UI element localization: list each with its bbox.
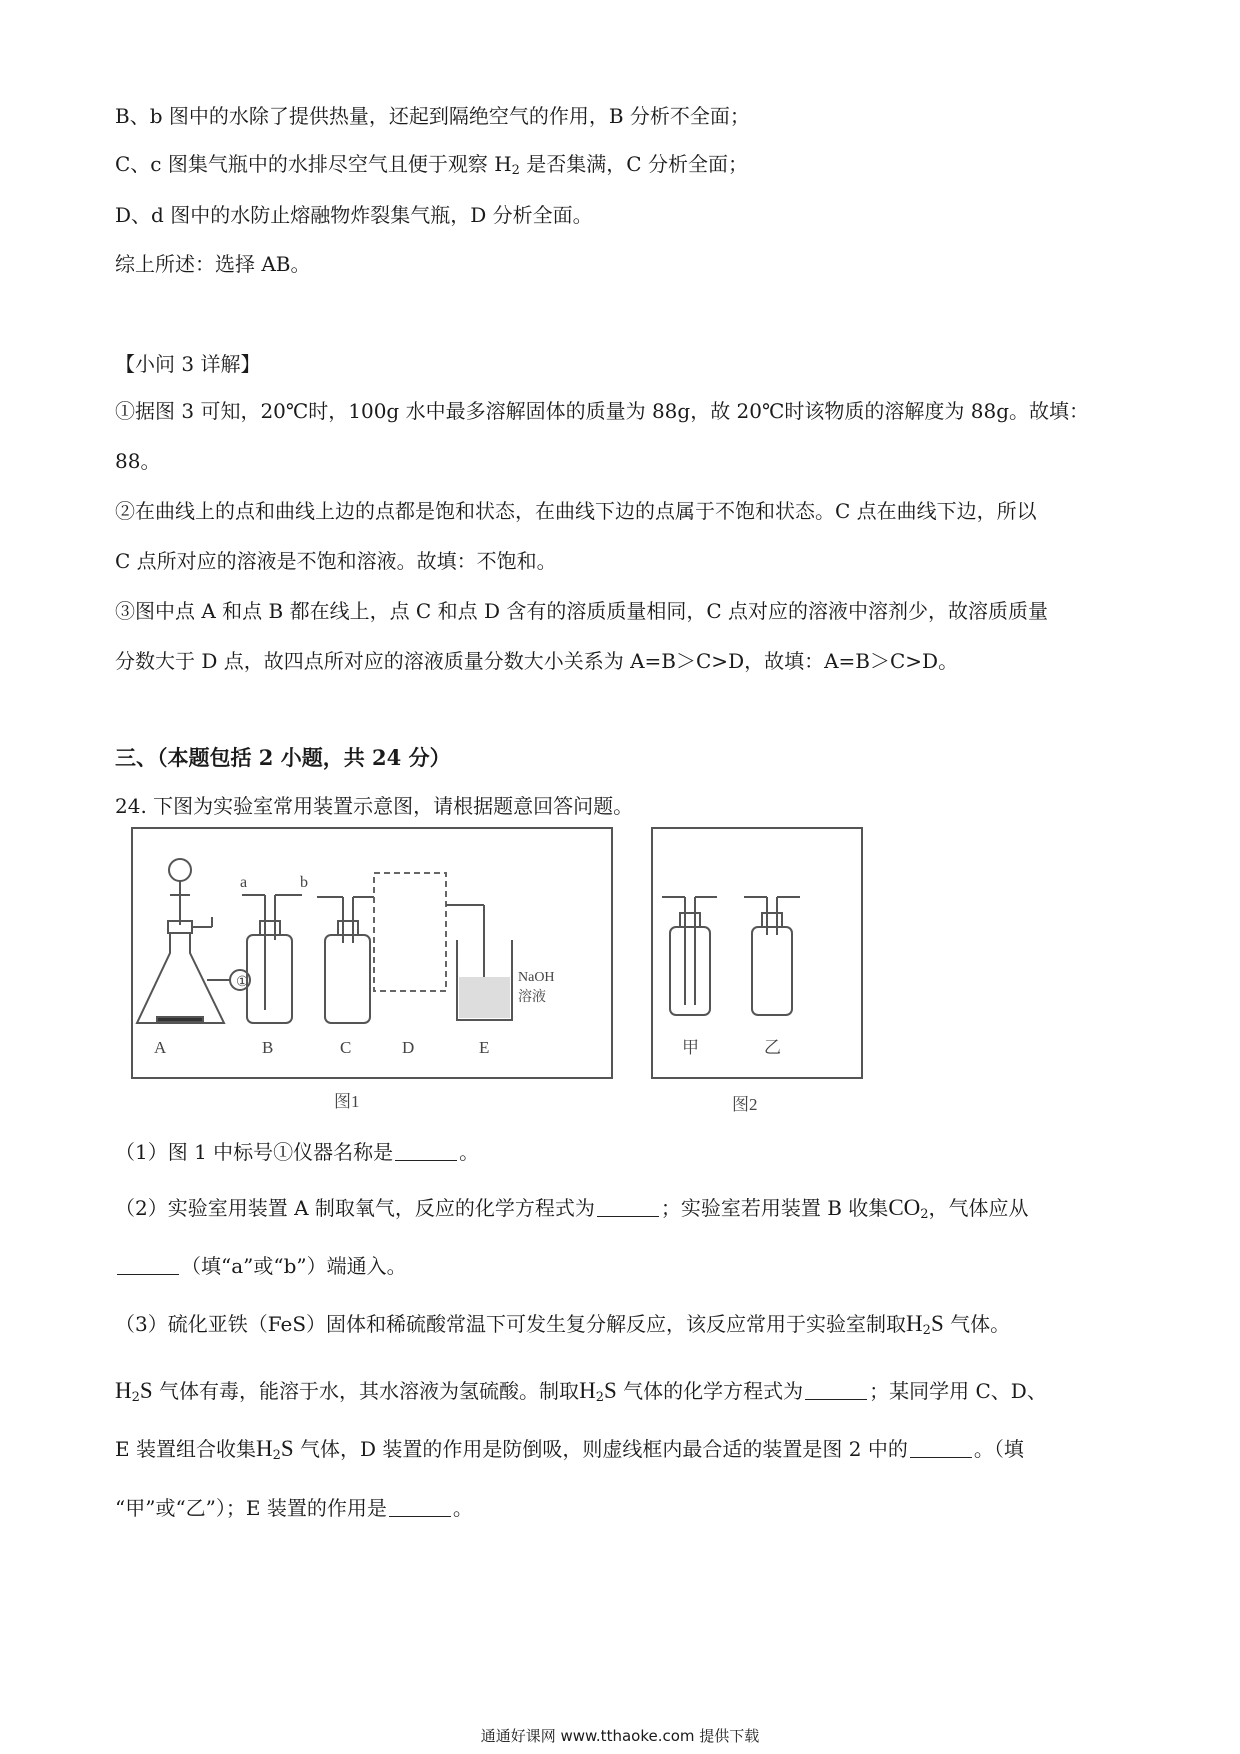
label-yi: 乙 (764, 1038, 781, 1057)
apparatus-figure (112, 825, 877, 1125)
answer-blank[interactable] (805, 1381, 867, 1400)
label-c: C (340, 1038, 352, 1057)
apparatus-d-dashed-box (374, 873, 446, 991)
explanation-2-cont: C 点所对应的溶液是不饱和溶液。故填：不饱和。 (115, 549, 557, 573)
sub-question-3-title: 【小问 3 详解】 (115, 352, 261, 376)
conclusion-line: 综上所述：选择 AB。 (115, 252, 311, 276)
marker-1-label: ① (236, 975, 249, 990)
label-b: B (262, 1038, 274, 1057)
explanation-1: ①据图 3 可知，20℃时，100g 水中最多溶解固体的质量为 88g，故 20℃时该物质的溶解度为 88g。故填： (115, 399, 1089, 423)
naoh-label: NaOH (518, 970, 555, 985)
q24-part-3-cont: $H_2S$ 气体有毒，能溶于水，其水溶液为氢硫酸。制取$H_2S$ 气体的化学方程式为 ；某同学用 C、D、 (115, 1378, 1047, 1405)
explanation-3: ③图中点 A 和点 B 都在线上，点 C 和点 D 含有的溶质质量相同，C 点对应的溶液中溶剂少，故溶质质量 (115, 599, 1048, 623)
answer-blank[interactable] (389, 1498, 451, 1517)
label-e: E (479, 1038, 490, 1057)
analysis-line-b: B、b 图中的水除了提供热量，还起到隔绝空气的作用，B 分析不全面； (115, 104, 750, 128)
answer-blank[interactable] (117, 1256, 179, 1275)
solution-label: 溶液 (518, 990, 546, 1005)
page-footer: 通通好课网 www.tthaoke.com 提供下载 (480, 1727, 760, 1745)
port-b-label: b (300, 874, 308, 891)
bottle-jia (662, 897, 717, 1015)
answer-blank[interactable] (910, 1439, 972, 1458)
apparatus-b-bottle (242, 895, 302, 1023)
port-a-label: a (240, 874, 248, 891)
label-jia: 甲 (682, 1038, 699, 1057)
figure-2-caption: 图2 (732, 1095, 758, 1114)
q24-part-2: （2）实验室用装置 A 制取氧气，反应的化学方程式为 ；实验室若用装置 B 收集$CO_2$，气体应从 (115, 1195, 1029, 1222)
q24-part-1: （1）图 1 中标号①仪器名称是 。 (115, 1140, 480, 1164)
q24-part-3-cont3: “甲”或“乙”）；E 装置的作用是 。 (115, 1496, 473, 1520)
analysis-line-d: D、d 图中的水防止熔融物炸裂集气瓶，D 分析全面。 (115, 203, 593, 227)
bottle-yi (744, 897, 800, 1015)
question-24-stem: 24. 下图为实验室常用装置示意图，请根据题意回答问题。 (115, 794, 634, 818)
explanation-2: ②在曲线上的点和曲线上边的点都是饱和状态，在曲线下边的点属于不饱和状态。C 点在曲线下边，所以 (115, 499, 1037, 523)
q24-part-3: （3）硫化亚铁（FeS）固体和稀硫酸常温下可发生复分解反应，该反应常用于实验室制取$H_2S$ 气体。 (115, 1311, 1011, 1338)
figure-1-frame (132, 828, 612, 1078)
apparatus-e-beaker (446, 905, 512, 1020)
explanation-1-cont: 88。 (115, 449, 161, 473)
apparatus-a-flask (137, 859, 250, 1023)
answer-blank[interactable] (597, 1198, 659, 1217)
apparatus-diagram (112, 825, 877, 1125)
label-d: D (402, 1038, 415, 1057)
explanation-3-cont: 分数大于 D 点，故四点所对应的溶液质量分数大小关系为 A=B＞C>D，故填：A=B＞C>D。 (115, 649, 959, 673)
answer-blank[interactable] (395, 1142, 457, 1161)
apparatus-c-bottle (317, 897, 374, 1023)
figure-1-caption: 图1 (334, 1092, 360, 1111)
analysis-line-c: C、c 图集气瓶中的水排尽空气且便于观察 $H_2$ 是否集满，C 分析全面； (115, 152, 748, 178)
q24-part-3-cont2: E 装置组合收集$H_2S$ 气体，D 装置的作用是防倒吸，则虚线框内最合适的装置是图 2 中的 。（填 (115, 1436, 1024, 1463)
q24-part-2-cont: （填“a”或“b”）端通入。 (115, 1252, 407, 1280)
section-heading: 三、（本题包括 2 小题，共 24 分） (115, 745, 451, 770)
label-a: A (154, 1038, 167, 1057)
